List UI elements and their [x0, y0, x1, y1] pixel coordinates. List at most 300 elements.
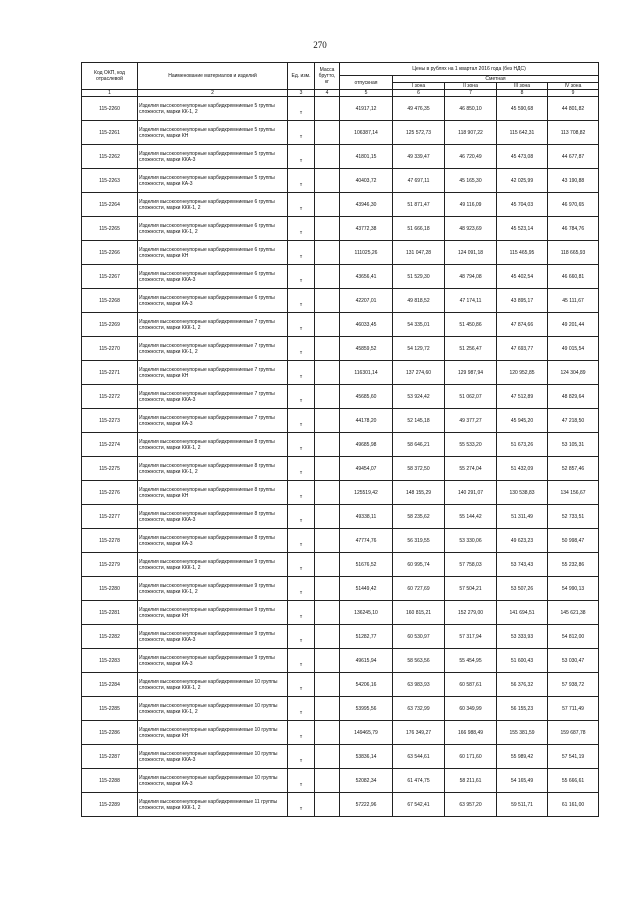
zone-2-price: 49 116,09 — [445, 193, 497, 217]
release-price: 49454,07 — [340, 457, 393, 481]
zone-1-price: 63 983,93 — [393, 673, 445, 697]
item-unit — [288, 313, 315, 337]
zone-1-price: 49 818,52 — [393, 289, 445, 313]
zone-2-price: 55 144,42 — [445, 505, 497, 529]
zone-4-price: 52 857,46 — [548, 457, 599, 481]
item-code: 115-2260 — [82, 97, 138, 121]
column-number: 5 — [340, 90, 393, 97]
header-mass: Масса брутто, кг — [315, 63, 340, 90]
zone-1-price: 148 155,29 — [393, 481, 445, 505]
item-name: Изделия высокоогнеупорные карбидкремниевые 6 группы сложности, марки КК-1, 2 — [138, 217, 288, 241]
zone-1-price: 63 732,99 — [393, 697, 445, 721]
zone-4-price: 50 998,47 — [548, 529, 599, 553]
item-name: Изделия высокоогнеупорные карбидкремниевые 5 группы сложности, марки КК-1, 2 — [138, 97, 288, 121]
item-unit — [288, 457, 315, 481]
zone-3-price: 49 623,23 — [497, 529, 548, 553]
header-code: Код ОКП, код отраслевой — [82, 63, 138, 90]
release-price: 106387,14 — [340, 121, 393, 145]
zone-1-price: 137 274,60 — [393, 361, 445, 385]
zone-3-price: 45 402,54 — [497, 265, 548, 289]
zone-2-price: 60 349,99 — [445, 697, 497, 721]
unit-label: т — [299, 685, 303, 692]
zone-1-price: 54 129,72 — [393, 337, 445, 361]
zone-2-price: 124 091,18 — [445, 241, 497, 265]
item-name: Изделия высокоогнеупорные карбидкремниевые 7 группы сложности, марки КК-1, 2 — [138, 337, 288, 361]
zone-3-price: 53 743,43 — [497, 553, 548, 577]
item-code: 115-2279 — [82, 553, 138, 577]
release-price: 42207,01 — [340, 289, 393, 313]
zone-4-price: 46 970,65 — [548, 193, 599, 217]
table-row — [82, 673, 599, 697]
zone-3-price: 55 989,42 — [497, 745, 548, 769]
table-row — [82, 649, 599, 673]
item-unit — [288, 793, 315, 817]
zone-2-price: 57 504,21 — [445, 577, 497, 601]
zone-3-price: 42 025,99 — [497, 169, 548, 193]
zone-4-price: 124 304,89 — [548, 361, 599, 385]
zone-1-price: 53 924,42 — [393, 385, 445, 409]
unit-label: т — [299, 181, 303, 188]
table-row — [82, 433, 599, 457]
item-name: Изделия высокоогнеупорные карбидкремниевые 5 группы сложности, марки КН — [138, 121, 288, 145]
release-price: 47774,76 — [340, 529, 393, 553]
zone-4-price: 53 030,47 — [548, 649, 599, 673]
zone-3-price: 51 311,49 — [497, 505, 548, 529]
item-unit — [288, 97, 315, 121]
table-row — [82, 769, 599, 793]
zone-2-price: 55 533,20 — [445, 433, 497, 457]
zone-2-price: 51 256,47 — [445, 337, 497, 361]
item-code: 115-2289 — [82, 793, 138, 817]
column-number: 3 — [288, 90, 315, 97]
unit-label: т — [299, 229, 303, 236]
zone-4-price: 57 938,72 — [548, 673, 599, 697]
release-price: 149465,79 — [340, 721, 393, 745]
table-row — [82, 97, 599, 121]
zone-2-price: 51 450,86 — [445, 313, 497, 337]
zone-4-price: 54 990,13 — [548, 577, 599, 601]
zone-1-price: 49 476,35 — [393, 97, 445, 121]
unit-label: т — [299, 565, 303, 572]
zone-2-price: 60 587,61 — [445, 673, 497, 697]
table-row — [82, 265, 599, 289]
table-row — [82, 577, 599, 601]
table-row — [82, 169, 599, 193]
zone-2-price: 57 758,03 — [445, 553, 497, 577]
item-name: Изделия высокоогнеупорные карбидкремниевые 7 группы сложности, марки КН — [138, 361, 288, 385]
item-mass — [315, 745, 340, 769]
item-unit — [288, 289, 315, 313]
zone-2-price: 57 317,94 — [445, 625, 497, 649]
zone-2-price: 58 211,61 — [445, 769, 497, 793]
item-code: 115-2283 — [82, 649, 138, 673]
zone-4-price: 57 711,49 — [548, 697, 599, 721]
item-unit — [288, 553, 315, 577]
item-mass — [315, 625, 340, 649]
item-mass — [315, 193, 340, 217]
item-mass — [315, 481, 340, 505]
item-mass — [315, 97, 340, 121]
item-mass — [315, 601, 340, 625]
item-mass — [315, 289, 340, 313]
item-unit — [288, 505, 315, 529]
release-price: 44178,20 — [340, 409, 393, 433]
unit-label: т — [299, 517, 303, 524]
item-unit — [288, 481, 315, 505]
unit-label: т — [299, 541, 303, 548]
table-row — [82, 313, 599, 337]
unit-label: т — [299, 157, 303, 164]
item-name: Изделия высокоогнеупорные карбидкремниевые 6 группы сложности, марки КА-3 — [138, 289, 288, 313]
item-mass — [315, 337, 340, 361]
item-unit — [288, 577, 315, 601]
zone-1-price: 160 815,21 — [393, 601, 445, 625]
unit-label: т — [299, 133, 303, 140]
item-unit — [288, 649, 315, 673]
item-code: 115-2285 — [82, 697, 138, 721]
item-mass — [315, 793, 340, 817]
zone-2-price: 49 377,27 — [445, 409, 497, 433]
item-unit — [288, 265, 315, 289]
item-name: Изделия высокоогнеупорные карбидкремниевые 9 группы сложности, марки ККК-1, 2 — [138, 553, 288, 577]
item-mass — [315, 265, 340, 289]
zone-3-price: 43 895,17 — [497, 289, 548, 313]
release-price: 43772,38 — [340, 217, 393, 241]
zone-1-price: 61 474,75 — [393, 769, 445, 793]
zone-2-price: 140 291,07 — [445, 481, 497, 505]
zone-1-price: 60 995,74 — [393, 553, 445, 577]
zone-3-price: 56 376,32 — [497, 673, 548, 697]
zone-4-price: 53 105,31 — [548, 433, 599, 457]
release-price: 51449,42 — [340, 577, 393, 601]
table-row — [82, 337, 599, 361]
zone-3-price: 47 512,89 — [497, 385, 548, 409]
item-code: 115-2261 — [82, 121, 138, 145]
item-code: 115-2262 — [82, 145, 138, 169]
zone-1-price: 51 529,30 — [393, 265, 445, 289]
item-unit — [288, 697, 315, 721]
zone-3-price: 130 538,83 — [497, 481, 548, 505]
header-release-price: отпускная — [340, 76, 393, 90]
unit-label: т — [299, 445, 303, 452]
table-row — [82, 481, 599, 505]
item-code: 115-2276 — [82, 481, 138, 505]
zone-1-price: 52 145,18 — [393, 409, 445, 433]
zone-1-price: 67 542,41 — [393, 793, 445, 817]
zone-2-price: 48 794,08 — [445, 265, 497, 289]
page-number: 270 — [313, 40, 327, 50]
table-row — [82, 409, 599, 433]
zone-4-price: 145 621,38 — [548, 601, 599, 625]
zone-2-price: 63 957,20 — [445, 793, 497, 817]
item-mass — [315, 241, 340, 265]
item-mass — [315, 505, 340, 529]
table-row — [82, 193, 599, 217]
zone-4-price: 47 218,50 — [548, 409, 599, 433]
item-unit — [288, 337, 315, 361]
item-code: 115-2280 — [82, 577, 138, 601]
table-row — [82, 121, 599, 145]
header-zone-3: III зона — [497, 83, 548, 90]
zone-4-price: 52 733,51 — [548, 505, 599, 529]
unit-label: т — [299, 349, 303, 356]
release-price: 41917,12 — [340, 97, 393, 121]
column-number: 6 — [393, 90, 445, 97]
item-mass — [315, 649, 340, 673]
item-unit — [288, 769, 315, 793]
item-code: 115-2271 — [82, 361, 138, 385]
item-name: Изделия высокоогнеупорные карбидкремниевые 10 группы сложности, марки КК-1, 2 — [138, 697, 288, 721]
zone-1-price: 58 646,21 — [393, 433, 445, 457]
table-row — [82, 625, 599, 649]
zone-3-price: 47 693,77 — [497, 337, 548, 361]
zone-4-price: 49 201,44 — [548, 313, 599, 337]
item-name: Изделия высокоогнеупорные карбидкремниевые 9 группы сложности, марки КА-3 — [138, 649, 288, 673]
table-row — [82, 145, 599, 169]
item-code: 115-2287 — [82, 745, 138, 769]
column-number: 4 — [315, 90, 340, 97]
table-row — [82, 505, 599, 529]
item-name: Изделия высокоогнеупорные карбидкремниевые 7 группы сложности, марки ККК-1, 2 — [138, 313, 288, 337]
zone-2-price: 46 720,49 — [445, 145, 497, 169]
zone-3-price: 120 952,85 — [497, 361, 548, 385]
item-code: 115-2274 — [82, 433, 138, 457]
zone-3-price: 45 473,08 — [497, 145, 548, 169]
unit-label: т — [299, 397, 303, 404]
zone-4-price: 44 677,87 — [548, 145, 599, 169]
table-row — [82, 793, 599, 817]
item-code: 115-2284 — [82, 673, 138, 697]
table-row — [82, 721, 599, 745]
zone-3-price: 51 432,09 — [497, 457, 548, 481]
table-row — [82, 553, 599, 577]
unit-label: т — [299, 733, 303, 740]
zone-3-price: 45 704,03 — [497, 193, 548, 217]
item-code: 115-2282 — [82, 625, 138, 649]
unit-label: т — [299, 661, 303, 668]
header-name: Наименование материалов и изделий — [138, 63, 288, 90]
zone-2-price: 51 062,07 — [445, 385, 497, 409]
item-code: 115-2277 — [82, 505, 138, 529]
zone-1-price: 131 047,28 — [393, 241, 445, 265]
item-code: 115-2265 — [82, 217, 138, 241]
zone-4-price: 46 784,76 — [548, 217, 599, 241]
zone-1-price: 51 666,18 — [393, 217, 445, 241]
item-code: 115-2278 — [82, 529, 138, 553]
unit-label: т — [299, 589, 303, 596]
zone-4-price: 57 541,19 — [548, 745, 599, 769]
item-name: Изделия высокоогнеупорные карбидкремниевые 10 группы сложности, марки КН — [138, 721, 288, 745]
zone-3-price: 45 590,68 — [497, 97, 548, 121]
item-code: 115-2286 — [82, 721, 138, 745]
unit-label: т — [299, 613, 303, 620]
item-name: Изделия высокоогнеупорные карбидкремниевые 9 группы сложности, марки КК-1, 2 — [138, 577, 288, 601]
zone-3-price: 47 874,66 — [497, 313, 548, 337]
header-zone-1: I зона — [393, 83, 445, 90]
zone-4-price: 49 015,54 — [548, 337, 599, 361]
release-price: 51282,77 — [340, 625, 393, 649]
item-unit — [288, 433, 315, 457]
unit-label: т — [299, 757, 303, 764]
item-mass — [315, 433, 340, 457]
item-unit — [288, 721, 315, 745]
zone-2-price: 46 850,10 — [445, 97, 497, 121]
unit-label: т — [299, 805, 303, 812]
zone-1-price: 60 727,69 — [393, 577, 445, 601]
item-name: Изделия высокоогнеупорные карбидкремниевые 9 группы сложности, марки ККА-3 — [138, 625, 288, 649]
zone-2-price: 60 171,60 — [445, 745, 497, 769]
release-price: 57222,96 — [340, 793, 393, 817]
item-name: Изделия высокоогнеупорные карбидкремниевые 8 группы сложности, марки КК-1, 2 — [138, 457, 288, 481]
zone-2-price: 129 987,94 — [445, 361, 497, 385]
item-mass — [315, 553, 340, 577]
release-price: 49615,94 — [340, 649, 393, 673]
zone-3-price: 51 673,26 — [497, 433, 548, 457]
item-name: Изделия высокоогнеупорные карбидкремниевые 6 группы сложности, марки ККА-3 — [138, 265, 288, 289]
zone-3-price: 155 381,59 — [497, 721, 548, 745]
price-table — [81, 62, 599, 817]
item-unit — [288, 625, 315, 649]
zone-4-price: 134 156,67 — [548, 481, 599, 505]
unit-label: т — [299, 325, 303, 332]
header-zone-2: II зона — [445, 83, 497, 90]
zone-2-price: 152 279,00 — [445, 601, 497, 625]
header-prices: Цены в рублях на 1 квартал 2016 года (без НДС) — [340, 63, 599, 76]
header-zone-4: IV зона — [548, 83, 599, 90]
zone-3-price: 115 465,95 — [497, 241, 548, 265]
item-code: 115-2288 — [82, 769, 138, 793]
release-price: 111025,26 — [340, 241, 393, 265]
release-price: 45859,52 — [340, 337, 393, 361]
item-mass — [315, 385, 340, 409]
release-price: 53836,14 — [340, 745, 393, 769]
item-unit — [288, 145, 315, 169]
zone-2-price: 48 923,69 — [445, 217, 497, 241]
column-number: 7 — [445, 90, 497, 97]
column-number: 9 — [548, 90, 599, 97]
table-row — [82, 529, 599, 553]
unit-label: т — [299, 421, 303, 428]
item-name: Изделия высокоогнеупорные карбидкремниевые 8 группы сложности, марки КН — [138, 481, 288, 505]
item-name: Изделия высокоогнеупорные карбидкремниевые 5 группы сложности, марки ККА-3 — [138, 145, 288, 169]
item-code: 115-2275 — [82, 457, 138, 481]
unit-label: т — [299, 205, 303, 212]
item-code: 115-2281 — [82, 601, 138, 625]
item-unit — [288, 193, 315, 217]
release-price: 45685,60 — [340, 385, 393, 409]
unit-label: т — [299, 469, 303, 476]
item-name: Изделия высокоогнеупорные карбидкремниевые 9 группы сложности, марки КН — [138, 601, 288, 625]
column-number: 8 — [497, 90, 548, 97]
item-name: Изделия высокоогнеупорные карбидкремниевые 8 группы сложности, марки ККК-1, 2 — [138, 433, 288, 457]
item-name: Изделия высокоогнеупорные карбидкремниевые 10 группы сложности, марки ККК-1, 2 — [138, 673, 288, 697]
item-mass — [315, 145, 340, 169]
item-unit — [288, 745, 315, 769]
item-code: 115-2264 — [82, 193, 138, 217]
zone-4-price: 55 666,61 — [548, 769, 599, 793]
unit-label: т — [299, 781, 303, 788]
zone-3-price: 115 642,31 — [497, 121, 548, 145]
zone-4-price: 113 708,82 — [548, 121, 599, 145]
item-unit — [288, 409, 315, 433]
item-mass — [315, 457, 340, 481]
unit-label: т — [299, 109, 303, 116]
item-mass — [315, 217, 340, 241]
zone-4-price: 55 232,86 — [548, 553, 599, 577]
release-price: 43946,30 — [340, 193, 393, 217]
table-row — [82, 697, 599, 721]
column-number: 2 — [138, 90, 288, 97]
zone-1-price: 49 339,47 — [393, 145, 445, 169]
zone-1-price: 56 319,55 — [393, 529, 445, 553]
item-mass — [315, 169, 340, 193]
release-price: 49685,98 — [340, 433, 393, 457]
column-number-row — [82, 90, 599, 97]
table-row — [82, 385, 599, 409]
release-price: 53995,56 — [340, 697, 393, 721]
item-mass — [315, 577, 340, 601]
item-mass — [315, 721, 340, 745]
zone-1-price: 58 235,62 — [393, 505, 445, 529]
item-unit — [288, 673, 315, 697]
zone-2-price: 45 165,30 — [445, 169, 497, 193]
item-name: Изделия высокоогнеупорные карбидкремниевые 8 группы сложности, марки ККА-3 — [138, 505, 288, 529]
table-row — [82, 217, 599, 241]
item-name: Изделия высокоогнеупорные карбидкремниевые 6 группы сложности, марки КН — [138, 241, 288, 265]
header-estimate-price: Сметная — [393, 76, 599, 83]
release-price: 116301,14 — [340, 361, 393, 385]
item-unit — [288, 601, 315, 625]
table-row — [82, 289, 599, 313]
item-name: Изделия высокоогнеупорные карбидкремниевые 10 группы сложности, марки ККА-3 — [138, 745, 288, 769]
item-name: Изделия высокоогнеупорные карбидкремниевые 5 группы сложности, марки КА-3 — [138, 169, 288, 193]
table-row — [82, 457, 599, 481]
item-code: 115-2267 — [82, 265, 138, 289]
item-name: Изделия высокоогнеупорные карбидкремниевые 10 группы сложности, марки КА-3 — [138, 769, 288, 793]
header-unit: Ед. изм. — [288, 63, 315, 90]
item-code: 115-2272 — [82, 385, 138, 409]
item-name: Изделия высокоогнеупорные карбидкремниевые 7 группы сложности, марки КА-3 — [138, 409, 288, 433]
item-unit — [288, 121, 315, 145]
item-unit — [288, 217, 315, 241]
item-name: Изделия высокоогнеупорные карбидкремниевые 7 группы сложности, марки ККА-3 — [138, 385, 288, 409]
column-number: 1 — [82, 90, 138, 97]
zone-3-price: 56 155,23 — [497, 697, 548, 721]
zone-3-price: 53 507,26 — [497, 577, 548, 601]
zone-1-price: 60 530,97 — [393, 625, 445, 649]
item-name: Изделия высокоогнеупорные карбидкремниевые 11 группы сложности, марки ККК-1, 2 — [138, 793, 288, 817]
release-price: 49338,11 — [340, 505, 393, 529]
zone-3-price: 51 600,43 — [497, 649, 548, 673]
release-price: 40403,72 — [340, 169, 393, 193]
zone-2-price: 166 988,49 — [445, 721, 497, 745]
table-row — [82, 361, 599, 385]
zone-4-price: 118 665,93 — [548, 241, 599, 265]
zone-1-price: 58 563,56 — [393, 649, 445, 673]
unit-label: т — [299, 637, 303, 644]
unit-label: т — [299, 373, 303, 380]
item-mass — [315, 673, 340, 697]
unit-label: т — [299, 493, 303, 500]
release-price: 41801,15 — [340, 145, 393, 169]
zone-3-price: 45 523,14 — [497, 217, 548, 241]
item-name: Изделия высокоогнеупорные карбидкремниевые 6 группы сложности, марки ККК-1, 2 — [138, 193, 288, 217]
item-mass — [315, 409, 340, 433]
table-row — [82, 745, 599, 769]
item-mass — [315, 697, 340, 721]
zone-4-price: 61 161,00 — [548, 793, 599, 817]
item-name: Изделия высокоогнеупорные карбидкремниевые 8 группы сложности, марки КА-3 — [138, 529, 288, 553]
